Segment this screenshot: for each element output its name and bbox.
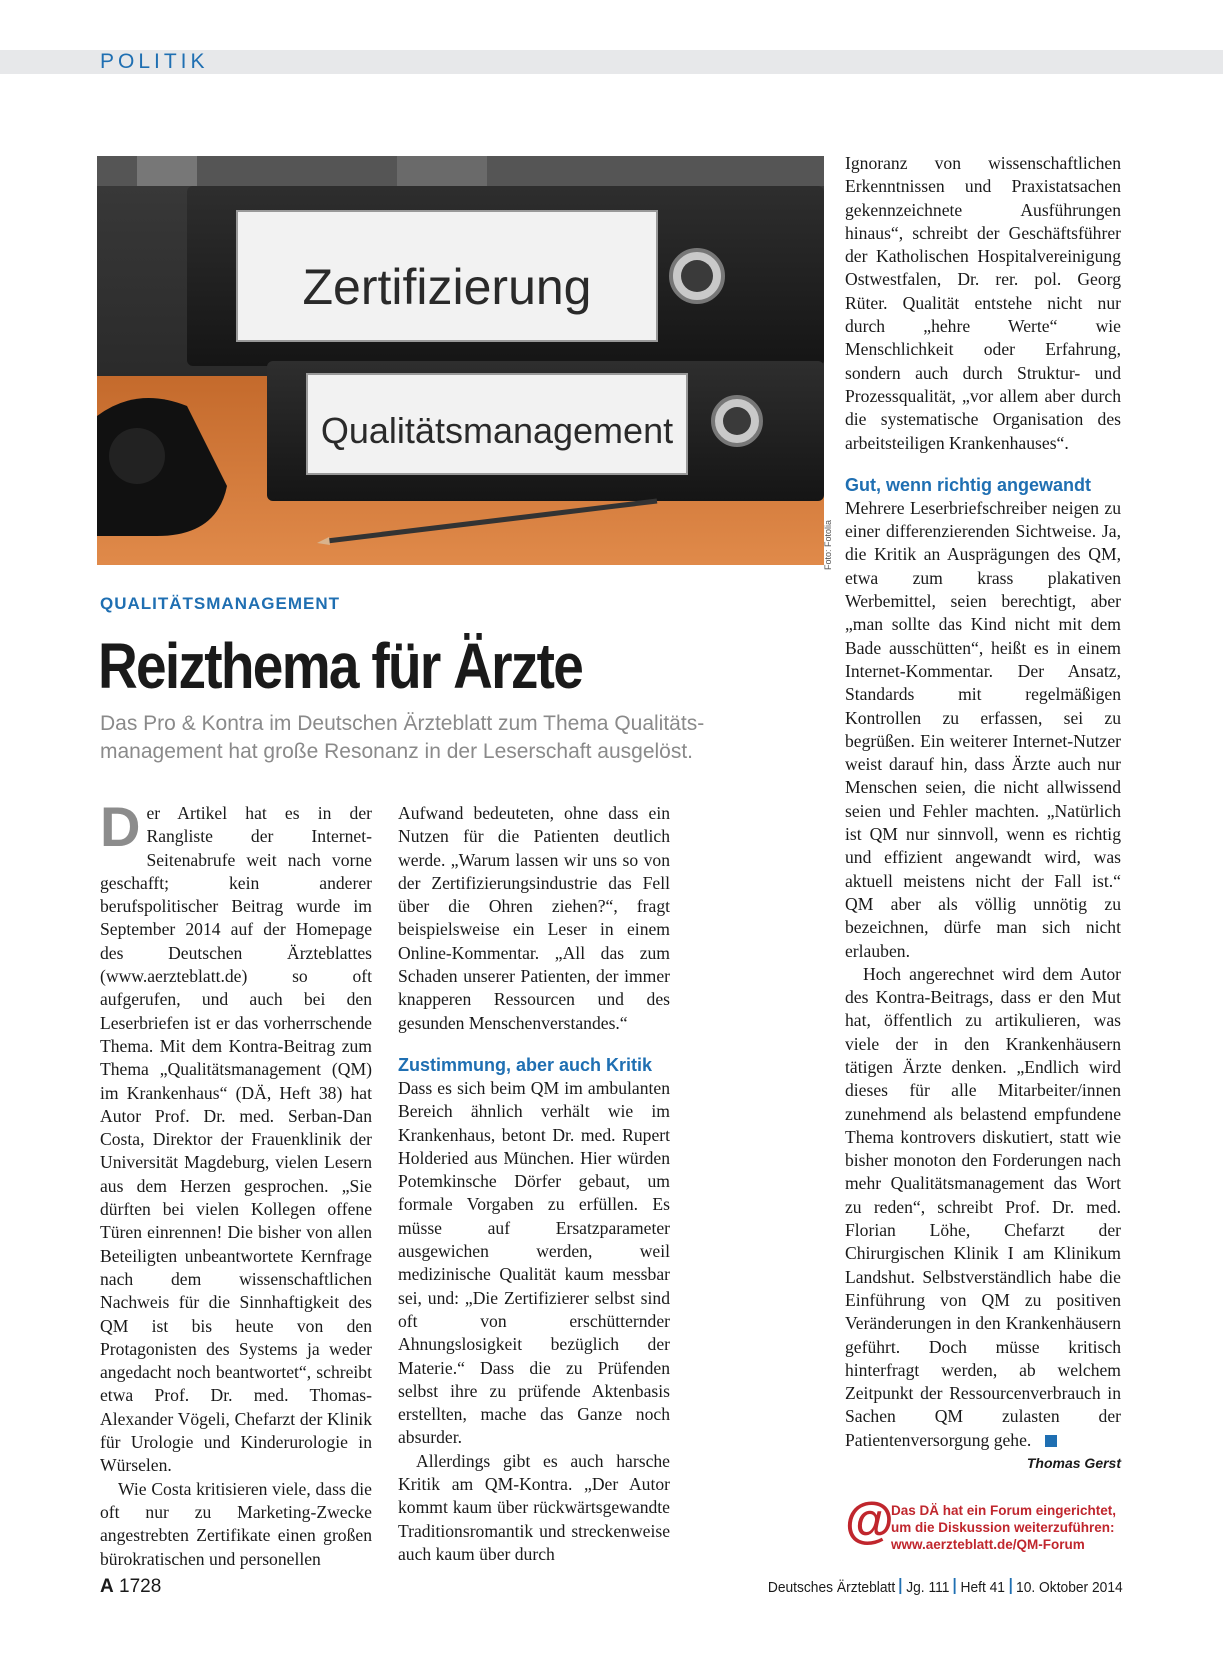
forum-link[interactable]: www.aerzteblatt.de/QM-Forum [891, 1537, 1085, 1552]
subheading: Zustimmung, aber auch Kritik [398, 1054, 653, 1075]
issue: Heft 41 [960, 1579, 1006, 1596]
photo-credit: Foto: Fotolia [823, 519, 833, 570]
text-column-3 [845, 152, 1121, 1474]
section-label: POLITIK [100, 50, 209, 73]
subheading: Gut, wenn richtig angewandt [845, 474, 1092, 495]
volume: Jg. 111 [906, 1579, 950, 1596]
end-mark-icon [1045, 1435, 1057, 1447]
page-number-value: 1728 [119, 1576, 162, 1597]
text-column-1 [100, 795, 372, 1571]
forum-line: um die Diskussion weiterzuführen: [891, 1520, 1115, 1535]
paragraph-text: er Artikel hat es in der Rangliste der Internet-Seitenabrufe weit nach vorne geschafft; kein anderer berufspolitischer Beitrag wurde im September 2014 auf der Homepage des Deutschen Ärzteblattes (www.aerzteblatt.de) so oft aufgerufen, und auch bei den Leserbriefen ist er das vorherrschende Thema. Mit dem Kontra-Beitrag zum Thema „Qualitätsmanagement (QM) im Krankenhaus“ (DÄ, Heft 38) hat Autor Prof. Dr. med. Serban-Dan Costa, Direktor der Frauenklinik der Universität Magdeburg, vielen Lesern aus dem Herzen gesprochen. „Sie dürften bei vielen Kollegen offene Türen einrennen! Die bisher von allen Beteiligten unbeantwortete Kernfrage nach dem wissenschaftlichen Nachweis für die Sinnhaftigkeit des QM ist bis heute von den Protagonisten des Systems ja weder angedacht noch beantwortet“, schreibt etwa Prof. Dr. med. Thomas-Alexander Vögeli, Chefarzt der Klinik für Urologie und Kinderurologie in Würselen. [100, 803, 372, 1476]
page-number [100, 1576, 161, 1598]
author-name: Thomas Gerst [1026, 1455, 1121, 1472]
paragraph: Ignoranz von wissenschaftlichen Erkenntnissen und Praxistatsachen gekennzeichnete Ausführungen hinaus“, schreibt der Geschäftsführer der Katholischen Hospitalvereinigung Ostwestfalen, Dr. rer. pol. Georg Rüter. Qualität entstehe nicht nur durch „hehre Werte“ wie Menschlichkeit oder Erfahrung, sondern auch durch Struktur- und Prozessqualität, „vor allem aber durch die systematische Organisation des arbeitsteiligen Krankenhauses“. [845, 153, 1121, 453]
separator [1010, 1578, 1012, 1594]
paragraph [100, 795, 372, 1478]
page-prefix: A [100, 1576, 114, 1597]
article-kicker: QUALITÄTSMANAGEMENT [100, 594, 340, 613]
separator [954, 1578, 956, 1594]
separator [900, 1578, 902, 1594]
paragraph: Dass es sich beim QM im ambulanten Bereich ähnlich verhält wie im Krankenhaus, betont Dr. med. Rupert Holderied aus München. Hier würden Potemkinsche Dörfer gebaut, um formale Vorgaben zu erfüllen. Es müsse auf Ersatzparameter ausgewichen werden, weil medizinische Qualität kaum messbar sei, und: „Die Zertifizierer selbst sind oft von erschütternder Ahnungslosigkeit bezüglich der Materie.“ Dass die zu Prüfenden selbst ihre zu prüfende Aktenbasis erstellten, mache das Ganze noch absurder. [398, 1077, 670, 1448]
paragraph: Aufwand bedeuteten, ohne dass ein Nutzen für die Patienten deutlich werde. „Warum lassen wir uns so von der Zertifizierungsindustrie das Fell über die Ohren ziehen?“, fragt beispielsweise ein Leser in einem Online-Kommentar. „All das zum Schaden unserer Patienten, der immer knapperen Ressourcen und des gesunden Menschenverstandes.“ [398, 803, 670, 1033]
paragraph: Wie Costa kritisieren viele, dass die oft nur zu Marketing-Zwecke angestrebten Zertifikate einen großen bürokratischen und personellen [100, 1478, 372, 1569]
forum-text [891, 1502, 1131, 1553]
article-photo [97, 156, 824, 565]
article-title: Reizthema für Ärzte [98, 630, 583, 702]
forum-line: Das DÄ hat ein Forum eingerichtet, [891, 1503, 1117, 1518]
binders-illustration [97, 156, 824, 565]
footer-citation [768, 1578, 1123, 1596]
paragraph [845, 963, 1121, 1452]
binder-label-top: Zertifizierung [302, 259, 592, 315]
paragraph: Mehrere Leserbriefschreiber neigen zu einer differenzierenden Sichtweise. Ja, die Kritik an Ausprägungen des QM, etwa zum krass plakativen Werbemittel, seien berechtigt, aber „man sollte das Kind nicht mit dem Bade ausschütten“, heißt es in einem Internet-Kommentar. Der Ansatz, Standards mit regelmäßigen Kontrollen zu erfassen, sei zu begrüßen. Ein weiterer Internet-Nutzer weist darauf hin, dass Ärzte auch nur Menschen seien, die nicht allwissend seien und Fehler machten. „Natürlich ist QM nur sinnvoll, wenn es richtig und effizient angewandt wird, was aktuell meistens nicht der Fall ist.“ QM aber als völlig unnötig zu bezeichnen, dürfe man sich nicht erlauben. [845, 497, 1121, 961]
drop-cap: D [100, 795, 141, 858]
text-column-2 [398, 802, 670, 1566]
paragraph-text: Hoch angerechnet wird dem Autor des Kontra-Beitrags, dass er den Mut hat, öffentlich zu artikulieren, was viele der in den Krankenhäusern tätigen Ärzte denken. „Endlich wird dieses für alle Mitarbeiter/innen zunehmend als belastend empfundene Thema kontrovers diskutiert, statt wie bisher monoton den Forderungen nach mehr Qualitätsmanagement das Wort zu reden“, schreibt Prof. Dr. med. Florian Löhe, Chefarzt der Chirurgischen Klinik I am Klinikum Landshut. Selbstverständlich habe die Einführung von QM zu positiven Veränderungen in den Krankenhäusern geführt. Doch müsse kritisch hinterfragt werden, ab welchem Zeitpunkt der Ressourcenverbrauch in Sachen QM zulasten der Patientenversorgung gehe. [845, 963, 1121, 1450]
binder-label-bottom: Qualitätsmanagement [320, 410, 674, 451]
forum-box [845, 1492, 1125, 1556]
paragraph: Allerdings gibt es auch harsche Kritik am QM-Kontra. „Der Autor kommt kaum über rückwärtsgewandte Traditionsromantik und streckenweise auch kaum über durch [398, 1450, 670, 1564]
publication-name: Deutsches Ärzteblatt [768, 1579, 896, 1596]
issue-date: 10. Oktober 2014 [1016, 1579, 1123, 1596]
at-icon: @ [845, 1492, 894, 1548]
article-lead: Das Pro & Kontra im Deutschen Ärzteblatt zum Thema Qualitäts-management hat große Resonanz in der Leserschaft ausgelöst. [100, 712, 705, 763]
